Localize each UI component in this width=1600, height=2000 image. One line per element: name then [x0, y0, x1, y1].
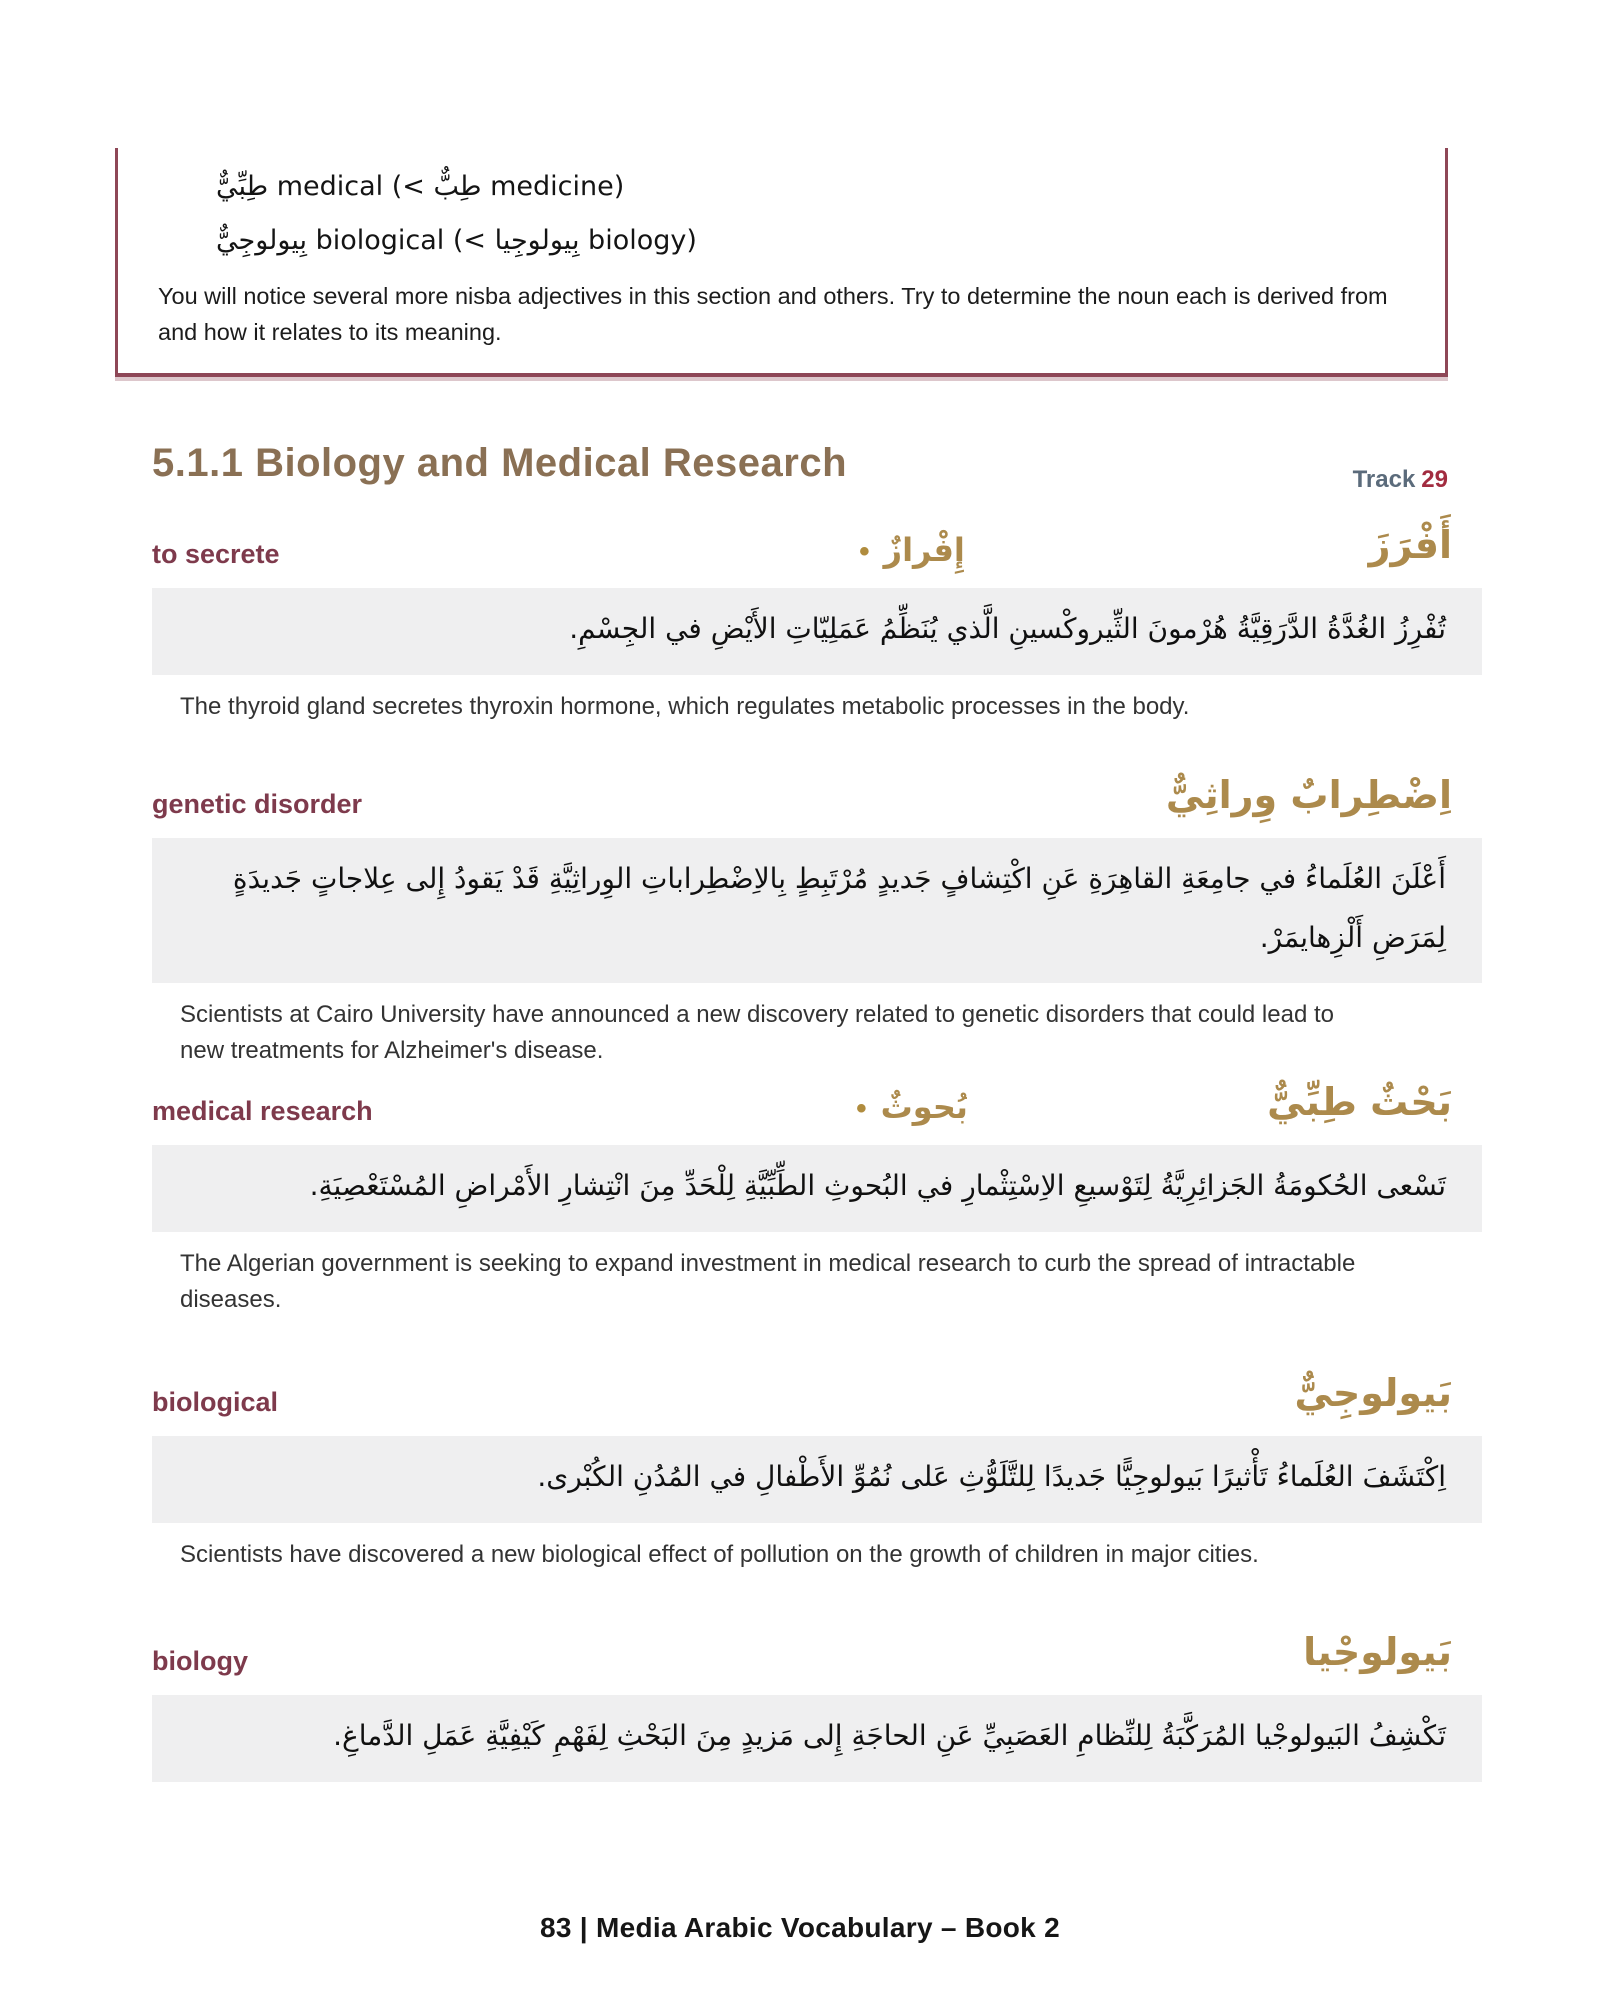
- example-sentence-arabic: أَعْلَنَ العُلَماءُ في جامِعَةِ القاهِرَةِ عَنِ اكْتِشافٍ جَديدٍ مُرْتَبِطٍ بِالاِضْطِراباتِ الوِراثِيَّةِ قَدْ يَقودُ إِلى عِلاجاتٍ جَديدَةٍ لِمَرَضِ أَلْزِهايمَرْ.: [152, 838, 1482, 984]
- example-sentence-arabic: تَكْشِفُ البَيولوجْيا المُرَكَّبَةُ لِلنِّظامِ العَصَبِيِّ عَنِ الحاجَةِ إِلى مَزيدٍ مِنَ البَحْثِ لِفَهْمِ كَيْفِيَّةِ عَمَلِ الدَّماغِ.: [152, 1695, 1482, 1782]
- example-sentence-translation: Scientists have discovered a new biological effect of pollution on the growth of children in major cities.: [180, 1540, 1259, 1568]
- entry-header: [152, 515, 1482, 576]
- english-gloss: genetic disorder: [152, 788, 363, 819]
- arabic-headword: أَفْرَزَ: [1368, 523, 1452, 567]
- note-arabic-line-medical: طِبِّيٌّ medical (< طِبٌّ medicine): [216, 171, 625, 202]
- english-gloss: biological: [152, 1386, 279, 1417]
- nisba-note-box: [115, 148, 1448, 377]
- entry-header: [152, 1622, 1482, 1683]
- arabic-headword: بَحْثٌ طِبِّيٌّ: [1267, 1080, 1452, 1124]
- vocab-entry-medical-research: [152, 1072, 1482, 1318]
- entry-header: [152, 765, 1482, 826]
- vocab-entry-to-secrete: [152, 515, 1482, 725]
- example-sentence-arabic: تَسْعى الحُكومَةُ الجَزائِرِيَّةُ لِتَوْسيعِ الاِسْتِثْمارِ في البُحوثِ الطِّبِّيَّةِ لِلْحَدِّ مِنَ انْتِشارِ الأَمْراضِ المُسْتَعْصِيَةِ.: [152, 1145, 1482, 1232]
- example-sentence-translation: The thyroid gland secretes thyroxin hormone, which regulates metabolic processes in the body.: [180, 692, 1190, 720]
- example-sentence-arabic: تُفْرِزُ الغُدَّةُ الدَّرَقِيَّةُ هُرْمونَ الثِّيروكْسينِ الَّذي يُنَظِّمُ عَمَلِيّاتِ الأَيْضِ في الجِسْمِ.: [152, 588, 1482, 675]
- example-sentence-translation: Scientists at Cairo University have announced a new discovery related to genetic disorders that could lead to new treatments for Alzheimer's disease.: [180, 1001, 1334, 1065]
- english-gloss: medical research: [152, 1095, 373, 1126]
- page-footer: 83 | Media Arabic Vocabulary – Book 2: [539, 1912, 1060, 1943]
- plural-form-cell: [856, 1082, 968, 1133]
- entry-header: [152, 1072, 1482, 1133]
- arabic-headword: بَيولوجِيٌّ: [1294, 1371, 1452, 1415]
- example-sentence-arabic: اِكْتَشَفَ العُلَماءُ تَأْثيرًا بَيولوجِيًّا جَديدًا لِلتَّلَوُّثِ عَلى نُمُوِّ الأَطْفالِ في المُدُنِ الكُبْرى.: [152, 1436, 1482, 1523]
- vocab-entry-genetic-disorder: [152, 765, 1482, 1069]
- verbal-noun-cell: [859, 525, 965, 576]
- track-label: Track: [1352, 466, 1416, 493]
- track-indicator: [1353, 466, 1448, 494]
- entry-header: [152, 1363, 1482, 1424]
- note-paragraph: You will notice several more nisba adjectives in this section and others. Try to determine the noun each is derived from and how it relates to its meaning.: [158, 282, 1388, 346]
- bullet-separator-icon: •: [856, 1091, 867, 1125]
- note-arabic-line-biological: بِيولوجِيٌّ biological (< بِيولوجِيا biology): [216, 224, 697, 256]
- track-number: 29: [1421, 466, 1448, 493]
- english-gloss: biology: [152, 1645, 248, 1676]
- section-title: 5.1.1 Biology and Medical Research: [152, 440, 848, 485]
- verbal-noun: إِفْرازٌ: [883, 530, 965, 569]
- bullet-separator-icon: •: [859, 534, 870, 568]
- vocab-entry-biological: [152, 1363, 1482, 1573]
- plural-form: بُحوثٌ: [880, 1087, 968, 1126]
- english-gloss: to secrete: [152, 538, 280, 569]
- arabic-headword: بَيولوجْيا: [1303, 1630, 1452, 1674]
- example-sentence-translation: The Algerian government is seeking to expand investment in medical research to curb the spread of intractable diseases.: [180, 1249, 1356, 1313]
- vocab-entry-biology: [152, 1622, 1482, 1796]
- arabic-headword: اِضْطِرابٌ وِراثِيٌّ: [1165, 773, 1452, 817]
